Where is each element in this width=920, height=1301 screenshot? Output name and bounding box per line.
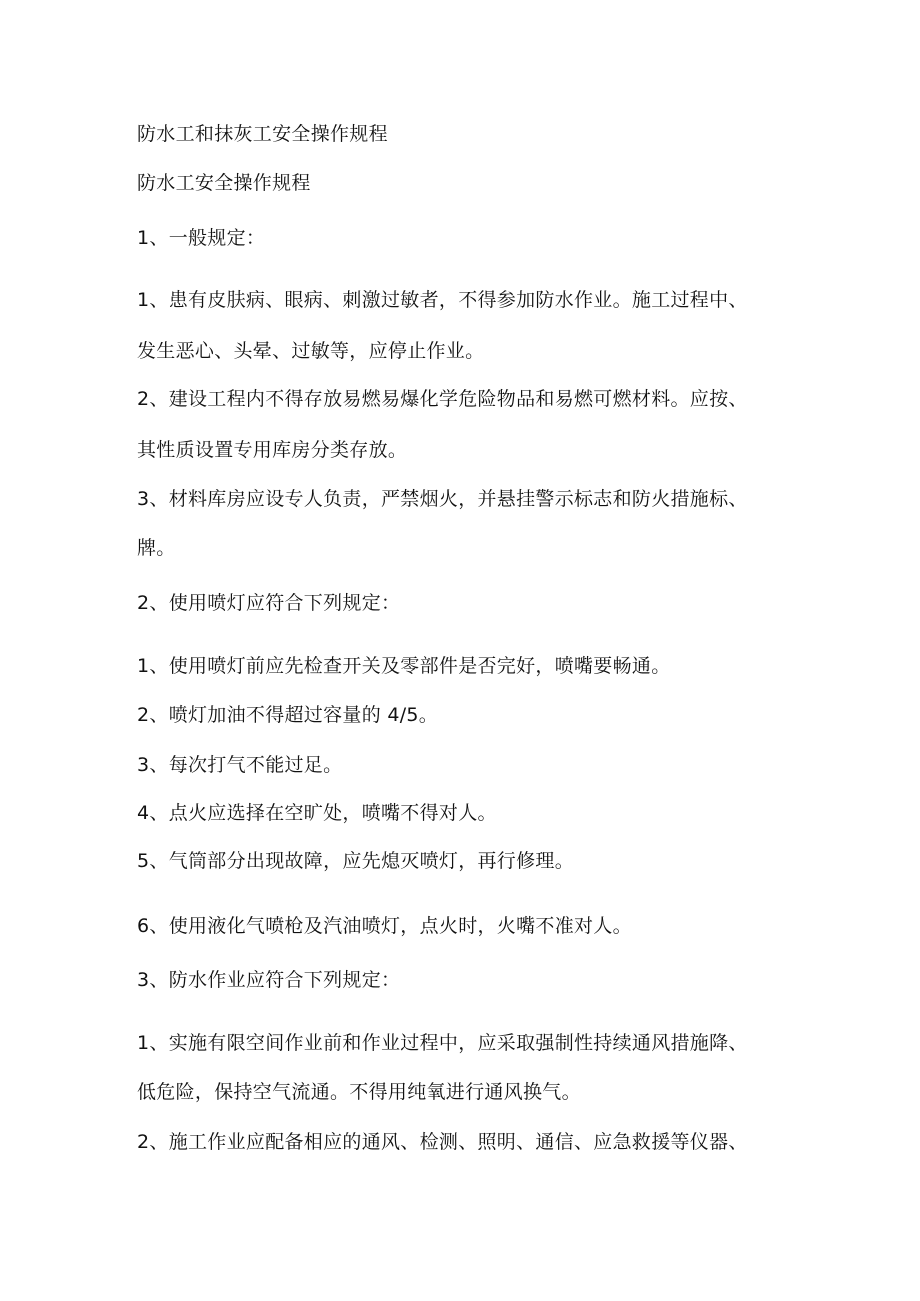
paragraph-line: 1、使用喷灯前应先检查开关及零部件是否完好，喷嘴要畅通。: [137, 655, 671, 677]
paragraph-line: 4、点火应选择在空旷处，喷嘴不得对人。: [137, 802, 497, 824]
paragraph-line: 1、患有皮肤病、眼病、刺激过敏者，不得参加防水作业。施工过程中、: [137, 289, 748, 311]
document-title: 防水工和抹灰工安全操作规程: [137, 123, 388, 145]
paragraph-line: 3、材料库房应设专人负责，严禁烟火，并悬挂警示标志和防火措施标、: [137, 488, 748, 510]
paragraph-line: 发生恶心、头晕、过敏等，应停止作业。: [137, 340, 485, 362]
paragraph-line: 6、使用液化气喷枪及汽油喷灯，点火时，火嘴不准对人。: [137, 915, 632, 937]
paragraph-line: 低危险，保持空气流通。不得用纯氧进行通风换气。: [137, 1081, 581, 1103]
paragraph-line: 2、建设工程内不得存放易燃易爆化学危险物品和易燃可燃材料。应按、: [137, 388, 748, 410]
paragraph-line: 2、施工作业应配备相应的通风、检测、照明、通信、应急救援等仪器、: [137, 1131, 748, 1153]
section-heading-general: 1、一般规定：: [137, 227, 266, 249]
document-subtitle: 防水工安全操作规程: [137, 172, 311, 194]
paragraph-line: 2、喷灯加油不得超过容量的 4/5。: [137, 704, 439, 726]
section-heading-waterproofing: 3、防水作业应符合下列规定：: [137, 969, 401, 991]
paragraph-line: 牌。: [137, 537, 176, 559]
section-heading-blowtorch: 2、使用喷灯应符合下列规定：: [137, 592, 401, 614]
paragraph-line: 5、气筒部分出现故障，应先熄灭喷灯，再行修理。: [137, 850, 574, 872]
paragraph-line: 其性质设置专用库房分类存放。: [137, 439, 408, 461]
paragraph-line: 1、实施有限空间作业前和作业过程中，应采取强制性持续通风措施降、: [137, 1032, 748, 1054]
paragraph-line: 3、每次打气不能过足。: [137, 754, 343, 776]
